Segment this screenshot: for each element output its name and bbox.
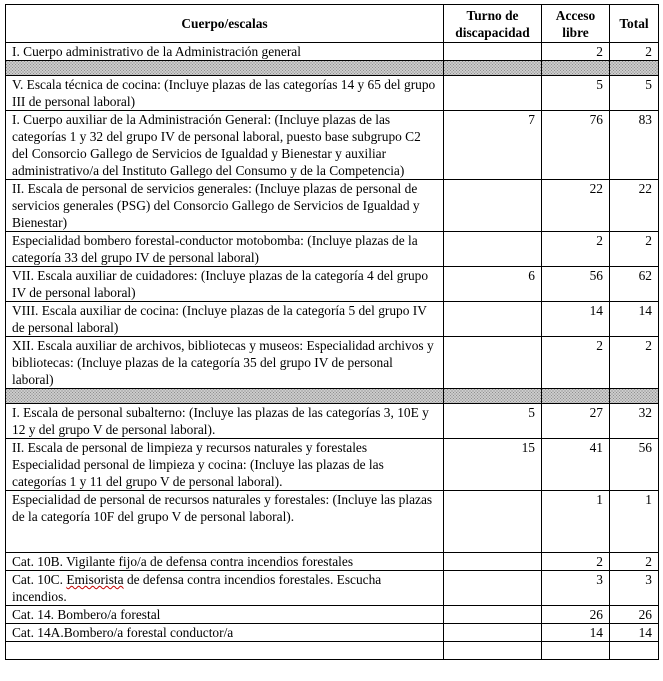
cell-turno <box>444 571 542 606</box>
cell-cuerpo: Cat. 10B. Vigilante fijo/a de defensa contra incendios forestales <box>6 553 444 571</box>
plazas-table <box>5 4 659 660</box>
table-row <box>6 302 659 337</box>
empty-cell <box>542 642 610 660</box>
cell-acceso: 56 <box>542 267 610 302</box>
table-row <box>6 180 659 232</box>
cell-total: 14 <box>610 302 659 337</box>
cell-turno <box>444 553 542 571</box>
cell-cuerpo: Cat. 14A.Bombero/a forestal conductor/a <box>6 624 444 642</box>
empty-cell <box>444 642 542 660</box>
cell-acceso: 27 <box>542 404 610 439</box>
cell-total: 32 <box>610 404 659 439</box>
cell-turno <box>444 302 542 337</box>
cell-acceso: 22 <box>542 180 610 232</box>
cell-cuerpo: II. Escala de personal de limpieza y recursos naturales y forestales Especialidad personal de limpieza y cocina: (Incluye las plazas de las categorías 1 y 11 del grupo V de personal laboral). <box>6 439 444 491</box>
group-separator-row <box>6 389 659 404</box>
cell-acceso: 14 <box>542 624 610 642</box>
separator-cell <box>542 61 610 76</box>
header-turno: Turno de discapacidad <box>444 5 542 43</box>
table-row <box>6 571 659 606</box>
cell-cuerpo: Especialidad de personal de recursos naturales y forestales: (Incluye las plazas de la categoría 10F del grupo V de personal laboral). <box>6 491 444 553</box>
cell-acceso: 26 <box>542 606 610 624</box>
cell-total: 2 <box>610 232 659 267</box>
empty-row <box>6 642 659 660</box>
separator-cell <box>444 61 542 76</box>
table-row <box>6 232 659 267</box>
cell-cuerpo: VII. Escala auxiliar de cuidadores: (Incluye plazas de la categoría 4 del grupo IV de personal laboral) <box>6 267 444 302</box>
cell-turno: 15 <box>444 439 542 491</box>
header-cuerpo: Cuerpo/escalas <box>6 5 444 43</box>
table-row <box>6 553 659 571</box>
cell-turno <box>444 491 542 553</box>
table-row <box>6 76 659 111</box>
cell-total: 83 <box>610 111 659 180</box>
cell-acceso: 2 <box>542 232 610 267</box>
cell-total: 56 <box>610 439 659 491</box>
table-row <box>6 43 659 61</box>
cell-turno: 7 <box>444 111 542 180</box>
cell-cuerpo: II. Escala de personal de servicios generales: (Incluye plazas de personal de servicios generales (PSG) del Consorcio Gallego de Servicios de Igualdad y Bienestar) <box>6 180 444 232</box>
cell-acceso: 2 <box>542 337 610 389</box>
cell-total: 5 <box>610 76 659 111</box>
cell-acceso: 76 <box>542 111 610 180</box>
cell-turno <box>444 43 542 61</box>
cell-cuerpo: I. Escala de personal subalterno: (Incluye las plazas de las categorías 3, 10E y 12 y del grupo V de personal laboral). <box>6 404 444 439</box>
cell-cuerpo: XII. Escala auxiliar de archivos, bibliotecas y museos: Especialidad archivos y bibliotecas: (Incluye plazas de la categoría 35 del grupo IV de personal laboral) <box>6 337 444 389</box>
cell-acceso: 41 <box>542 439 610 491</box>
cell-total: 14 <box>610 624 659 642</box>
cell-total: 26 <box>610 606 659 624</box>
cell-text: de defensa contra incendios forestales. Escucha incendios. <box>12 572 382 604</box>
cell-cuerpo: VIII. Escala auxiliar de cocina: (Incluye plazas de la categoría 5 del grupo IV de personal laboral) <box>6 302 444 337</box>
separator-cell <box>444 389 542 404</box>
header-acceso: Acceso libre <box>542 5 610 43</box>
cell-cuerpo <box>6 571 444 606</box>
empty-cell <box>6 642 444 660</box>
cell-turno <box>444 76 542 111</box>
cell-turno <box>444 337 542 389</box>
cell-text: Cat. 10C. <box>12 572 67 587</box>
header-total: Total <box>610 5 659 43</box>
cell-total: 1 <box>610 491 659 553</box>
separator-cell <box>6 61 444 76</box>
cell-total: 2 <box>610 43 659 61</box>
separator-cell <box>610 61 659 76</box>
misspelled-word: Emisorista <box>66 572 124 587</box>
table-row <box>6 267 659 302</box>
header-row <box>6 5 659 43</box>
cell-acceso: 2 <box>542 553 610 571</box>
cell-total: 22 <box>610 180 659 232</box>
separator-cell <box>542 389 610 404</box>
cell-cuerpo: I. Cuerpo auxiliar de la Administración General: (Incluye plazas de las categorías 1 y 32 del grupo IV de personal laboral, puesto base subgrupo C2 del Consorcio Gallego de Servicios de Igualdad y Bienestar y auxiliar administrativo/a del Instituto Gallego del Consumo y de la Competencia) <box>6 111 444 180</box>
cell-acceso: 3 <box>542 571 610 606</box>
table-row <box>6 606 659 624</box>
table-row <box>6 491 659 553</box>
separator-cell <box>610 389 659 404</box>
cell-total: 2 <box>610 337 659 389</box>
table-row <box>6 404 659 439</box>
cell-total: 2 <box>610 553 659 571</box>
cell-turno: 5 <box>444 404 542 439</box>
table-row <box>6 624 659 642</box>
table-row <box>6 439 659 491</box>
cell-total: 62 <box>610 267 659 302</box>
cell-cuerpo: Especialidad bombero forestal-conductor motobomba: (Incluye plazas de la categoría 33 del grupo IV de personal laboral) <box>6 232 444 267</box>
group-separator-row <box>6 61 659 76</box>
cell-cuerpo: Cat. 14. Bombero/a forestal <box>6 606 444 624</box>
cell-total: 3 <box>610 571 659 606</box>
cell-turno <box>444 606 542 624</box>
cell-turno <box>444 624 542 642</box>
separator-cell <box>6 389 444 404</box>
cell-cuerpo: I. Cuerpo administrativo de la Administración general <box>6 43 444 61</box>
cell-cuerpo: V. Escala técnica de cocina: (Incluye plazas de las categorías 14 y 65 del grupo III de personal laboral) <box>6 76 444 111</box>
table-row <box>6 111 659 180</box>
cell-turno <box>444 232 542 267</box>
cell-acceso: 1 <box>542 491 610 553</box>
empty-cell <box>610 642 659 660</box>
cell-acceso: 5 <box>542 76 610 111</box>
cell-turno <box>444 180 542 232</box>
cell-acceso: 2 <box>542 43 610 61</box>
cell-acceso: 14 <box>542 302 610 337</box>
table-row <box>6 337 659 389</box>
cell-turno: 6 <box>444 267 542 302</box>
